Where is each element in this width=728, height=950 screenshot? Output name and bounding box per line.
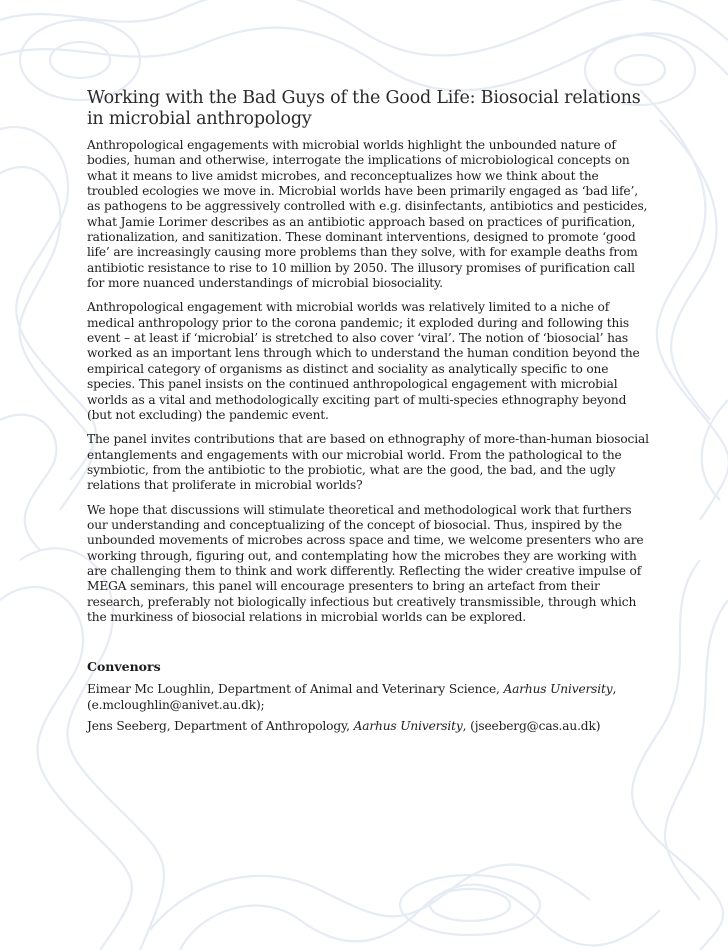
- convenor-1-university: Aarhus University: [503, 682, 613, 697]
- paragraph-3: The panel invites contributions that are based on ethnography of more-than-human biosocial entanglements and engagements with our microbial world. From the pathological to the symbiotic, from the antibiotic to the probiotic, what are the good, the bad, and the ugly relations that proliferate in microbial worlds?: [87, 432, 649, 493]
- convenor-2: [87, 719, 653, 734]
- paragraph-4: We hope that discussions will stimulate theoretical and methodological work that furthers our understanding and conceptualizing of the concept of biosocial. Thus, inspired by the unbounded movements of microbes across space and time, we welcome presenters who are working through, figuring out, and contemplating how the microbes they are working with are challenging them to think and work differently. Reflecting the wider creative impulse of MEGA seminars, this panel will encourage presenters to bring an artefact from their research, preferably not biologically infectious but creatively transmissible, through which the murkiness of biosocial relations in microbial worlds can be explored.: [87, 502, 644, 624]
- paragraph-1: Anthropological engagements with microbial worlds highlight the unbounded nature of bodies, human and otherwise, interrogate the implications of microbiological concepts on what it means to live amidst microbes, and reconceptualizes how we think about the troubled ecologies we move in. Microbial worlds have been primarily engaged as ‘bad life’, as pathogens to be aggressively controlled with e.g. disinfectants, antibiotics and pesticides, what Jamie Lorimer describes as an antibiotic approach based on practices of purification, rationalization, and sanitization. These dominant interventions, designed to promote ‘good life’ are increasingly causing more problems than they solve, with for example deaths from antibiotic resistance to rise to 10 million by 2050. The illusory promises of purification call for more nuanced understandings of microbial biosociality.: [87, 138, 648, 291]
- convenor-2-text: Jens Seeberg, Department of Anthropology,: [87, 719, 354, 733]
- convenor-1: [87, 682, 653, 713]
- convenors-heading: Convenors: [87, 659, 161, 675]
- convenor-2-university: Aarhus University: [353, 719, 463, 733]
- paragraph-2: Anthropological engagement with microbial worlds was relatively limited to a niche of medical anthropology prior to the corona pandemic; it exploded during and following this event – at least if ‘microbial’ is stretched to also cover ‘viral’. The notion of ‘biosocial’ has worked as an important lens through which to understand the human condition beyond the empirical category of organisms as distinct and sociality as analytically specific to one species. This panel insists on the continued anthropological engagement with microbial worlds as a vital and methodologically exciting part of multi-species ethnography beyond (but not excluding) the pandemic event.: [87, 300, 640, 422]
- page-title: Working with the Bad Guys of the Good Life: Biosocial relations in microbial anthropology: [87, 88, 641, 129]
- convenor-1-text: Eimear Mc Loughlin, Department of Animal and Veterinary Science,: [87, 682, 504, 697]
- convenor-2-email: , (jseeberg@cas.au.dk): [462, 719, 601, 733]
- convenor-1-email: , (e.mcloughlin@anivet.au.dk);: [87, 682, 617, 712]
- document-body: [87, 88, 653, 740]
